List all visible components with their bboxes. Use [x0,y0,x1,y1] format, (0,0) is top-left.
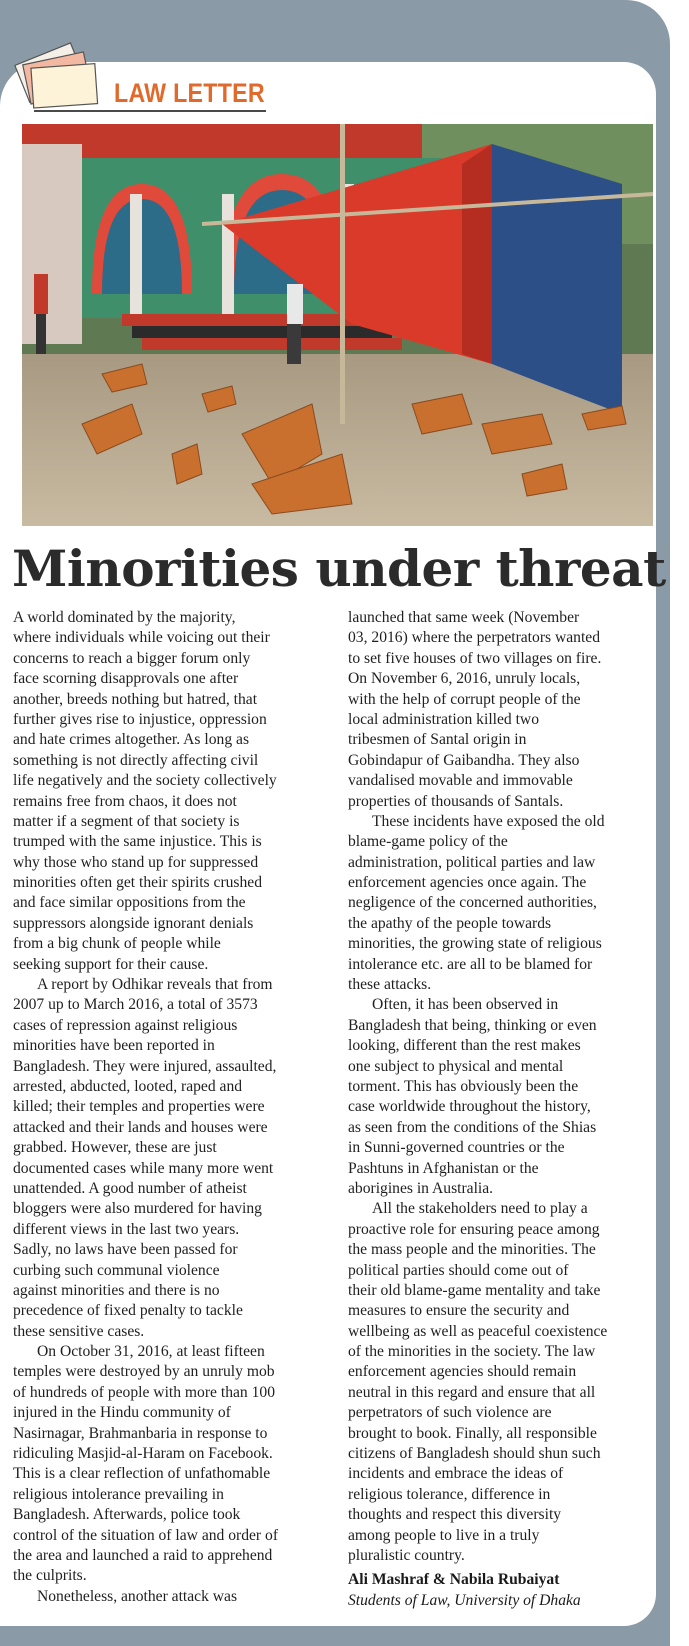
article-text-line: torment. This has obviously been the [348,1077,579,1095]
article-text-line: Pashtuns in Afghanistan or the [348,1159,539,1177]
article-text-line: suppressors alongside ignorant denials [13,914,254,932]
article-text-line: A report by Odhikar reveals that from [37,976,273,994]
section-label: LAW LETTER [114,78,265,108]
article-text-line: case worldwide throughout the history, [348,1098,591,1116]
article-text-line: These incidents have exposed the old [372,812,605,830]
article-text-line: perpetrators of such violence are [348,1404,552,1422]
article-text-line: negligence of the concerned authorities, [348,894,597,912]
article-text-line: unattended. A good number of atheist [13,1179,247,1197]
article-text-line: attacked and their lands and houses were [13,1118,268,1136]
article-text-line: as seen from the conditions of the Shias [348,1118,597,1136]
article-text-line: religious intolerance prevailing in [13,1485,224,1503]
article-text-line: documented cases while many more went [13,1159,274,1177]
article-text-line: injured in the Hindu community of [13,1404,231,1422]
article-text-line: wellbeing as well as peaceful coexistence [348,1322,608,1340]
article-text-line: of hundreds of people with more than 100 [13,1383,276,1401]
section-logo-icon [12,32,122,112]
article-text-line: intolerance etc. are all to be blamed for [348,955,593,973]
article-text-line: the culprits. [13,1567,87,1585]
article-text-line: seeking support for their cause. [13,955,209,973]
article-text-line: killed; their temples and properties were [13,1098,265,1116]
article-text-line: the area and launched a raid to apprehend [13,1546,273,1564]
article-text-line: remains free from chaos, it does not [13,792,237,810]
page-margin [670,0,689,1646]
article-text-line: political parties should come out of [348,1261,569,1279]
article-text-line: 2007 up to March 2016, a total of 3573 [13,996,258,1014]
article-text-line: Bangladesh. Afterwards, police took [13,1506,241,1524]
article-text-line: All the stakeholders need to play a [372,1200,588,1218]
article-column-right [348,608,660,1566]
article-text-line: tribesmen of Santal origin in [348,731,527,749]
article-text-line: Sadly, no laws have been passed for [13,1241,238,1259]
article-text-line: grabbed. However, these are just [13,1139,217,1157]
article-text-line: minorities have been reported in [13,1037,215,1055]
article-text-line: aborigines in Australia. [348,1179,494,1197]
article-text-line: precedence of fixed penalty to tackle [13,1302,243,1320]
article-text-line: Nasirnagar, Brahmanbaria in response to [13,1424,268,1442]
article-text-line: in Sunni-governed countries or the [348,1139,565,1157]
article-text-line: This is a clear reflection of unfathomable [13,1465,271,1483]
article-text-line: thoughts and respect this diversity [348,1506,562,1524]
article-text-line: bloggers were also murdered for having [13,1200,262,1218]
article-text-line: of the minorities in the society. The law [348,1343,596,1361]
article-text-line: and face similar oppositions from the [13,894,246,912]
article-text-line: pluralistic country. [348,1546,465,1564]
article-text-line: ridiculing Masjid-al-Haram on Facebook. [13,1445,273,1463]
article-text-line: proactive role for ensuring peace among [348,1220,600,1238]
article-text-line: Often, it has been observed in [372,996,559,1014]
article-text-line: where individuals while voicing out their [13,629,270,647]
article-text-line: further gives rise to injustice, oppression [13,710,267,728]
article-text-line: with the help of corrupt people of the [348,690,581,708]
article-byline: Ali Mashraf & Nabila Rubaiyat [348,1571,560,1588]
article-text-line: Bangladesh. They were injured, assaulted, [13,1057,277,1075]
article-text-line: curbing such communal violence [13,1261,220,1279]
article-text-line: A world dominated by the majority, [13,609,236,626]
article-text-line: 03, 2016) where the perpetrators wanted [348,629,601,647]
article-text-line: Bangladesh that being, thinking or even [348,1016,597,1034]
article-text-line: local administration killed two [348,710,539,728]
article-text-line: these sensitive cases. [13,1322,145,1340]
article-text-line: properties of thousands of Santals. [348,792,564,810]
article-text-line: neutral in this regard and ensure that all [348,1383,596,1401]
article-text-line: concerns to reach a bigger forum only [13,649,251,667]
article-text-line: enforcement agencies once again. The [348,874,587,892]
article-text-line: Nonetheless, another attack was [37,1587,238,1605]
article-text-line: incidents and embrace the ideas of [348,1465,564,1483]
article-text-line: to set five houses of two villages on fire. [348,649,602,667]
article-text-line: On October 31, 2016, at least fifteen [37,1343,265,1361]
article-text-line: life negatively and the society collectively [13,772,277,790]
article-text-line: against minorities and there is no [13,1281,220,1299]
article-text-line: different views in the last two years. [13,1220,240,1238]
article-text-line: Gobindapur of Gaibandha. They also [348,751,580,769]
article-text-line: control of the situation of law and order of [13,1526,279,1544]
article-text-line: from a big chunk of people while [13,935,221,953]
section-underline [34,110,266,112]
article-text-line: cases of repression against religious [13,1016,238,1034]
article-text-line: minorities, the growing state of religious [348,935,602,953]
article-text-line: brought to book. Finally, all responsible [348,1424,597,1442]
article-text-line: measures to ensure the security and [348,1302,570,1320]
article-headline: Minorities under threat [12,539,666,598]
article-text-line: one subject to physical and mental [348,1057,564,1075]
article-text-line: matter if a segment of that society is [13,812,240,830]
page-frame-bottom [0,1630,670,1646]
article-text-line: trumped with the same injustice. This is [13,833,262,851]
article-text-line: looking, different than the rest makes [348,1037,581,1055]
article-text-line: another, breeds nothing but hatred, that [13,690,258,708]
article-text-line: face scorning disapprovals one after [13,670,239,688]
article-text-line: temples were destroyed by an unruly mob [13,1363,275,1381]
article-text-line: the apathy of the people towards [348,914,552,932]
author-affiliation: Students of Law, University of Dhaka [348,1592,581,1609]
article-text-line: minorities often get their spirits crushed [13,874,263,892]
article-text-line: On November 6, 2016, unruly locals, [348,670,581,688]
article-text-line: these attacks. [348,976,432,994]
article-photo [22,124,653,526]
article-text-line: enforcement agencies should remain [348,1363,577,1381]
article-text-line: religious tolerance, difference in [348,1485,551,1503]
article-text-line: something is not directly affecting civil [13,751,259,769]
article-text-line: and hate crimes altogether. As long as [13,731,250,749]
article-text-line: why those who stand up for suppressed [13,853,259,871]
article-text-line: vandalised movable and immovable [348,772,573,790]
article-column-left [13,608,325,1607]
article-text-line: the mass people and the minorities. The [348,1241,596,1259]
article-text-line: launched that same week (November [348,609,580,626]
article-text-line: their old blame-game mentality and take [348,1281,601,1299]
article-text-line: citizens of Bangladesh should shun such [348,1445,601,1463]
article-text-line: blame-game policy of the [348,833,508,851]
article-text-line: among people to live in a truly [348,1526,540,1544]
article-text-line: administration, political parties and law [348,853,596,871]
article-text-line: arrested, abducted, looted, raped and [13,1077,243,1095]
